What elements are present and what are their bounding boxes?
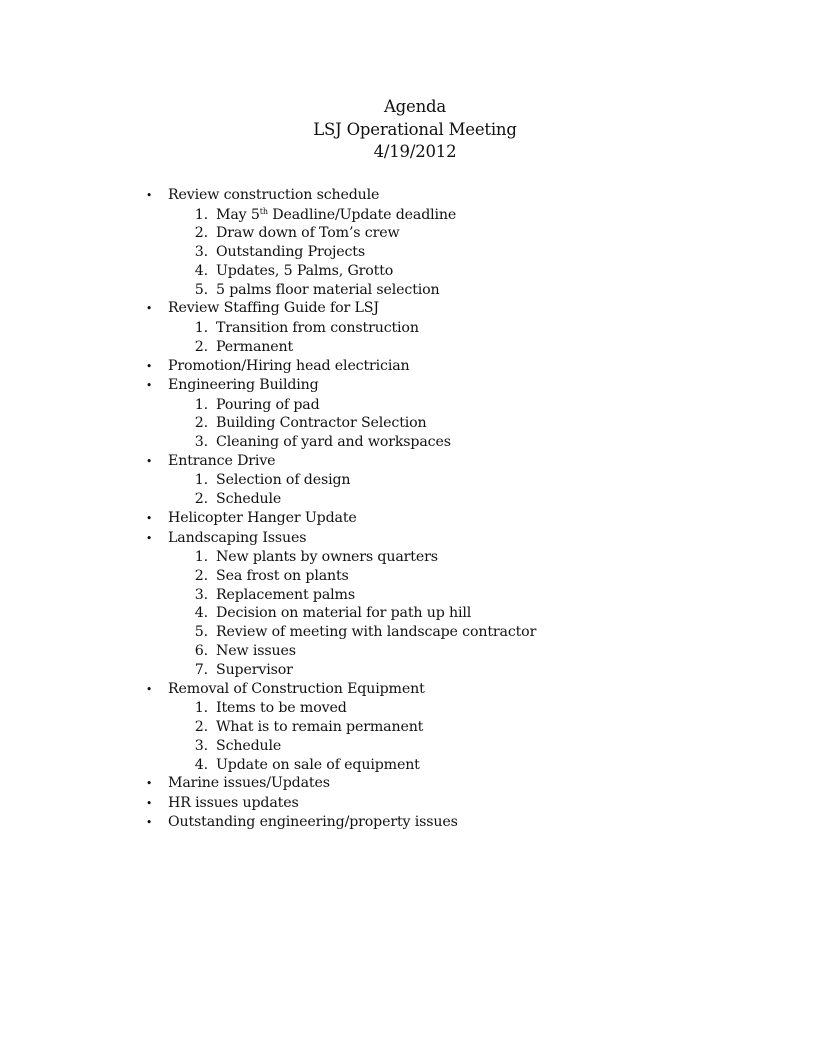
- bullet-icon: •: [145, 359, 153, 373]
- agenda-item-label: Outstanding engineering/property issues: [168, 814, 458, 831]
- agenda-subitem: [144, 642, 744, 661]
- bullet-icon: •: [145, 796, 153, 810]
- agenda-subitem: [144, 262, 744, 281]
- agenda-item: [144, 357, 744, 377]
- subitem-number: 3.: [194, 244, 208, 261]
- agenda-item: [144, 186, 744, 206]
- agenda-subitem: [144, 737, 744, 756]
- subitem-number: 3.: [194, 434, 208, 451]
- subitem-number: 2.: [194, 338, 208, 355]
- agenda-subitem-list: [144, 471, 744, 509]
- subitem-label: Updates, 5 Palms, Grotto: [216, 262, 394, 279]
- agenda-subitem: [144, 756, 744, 775]
- subitem-label-post: Deadline/Update deadline: [267, 206, 457, 223]
- subitem-label: Transition from construction: [216, 319, 419, 336]
- subitem-number: 1.: [194, 700, 208, 717]
- agenda-subitem: [144, 206, 744, 225]
- agenda-subitem: [144, 433, 744, 452]
- meeting-name: LSJ Operational Meeting: [313, 119, 517, 139]
- agenda-subitem-list: [144, 548, 744, 680]
- subitem-number: 2.: [194, 567, 208, 584]
- agenda-item: [144, 813, 744, 833]
- agenda-subitem: [144, 623, 744, 642]
- page-title: Agenda: [383, 97, 447, 116]
- agenda-item-label: Helicopter Hanger Update: [168, 510, 357, 527]
- ordinal-superscript: th: [259, 206, 268, 216]
- subitem-number: 4.: [194, 605, 208, 622]
- subitem-label: Selection of design: [216, 472, 351, 489]
- subitem-number: 1.: [194, 549, 208, 566]
- subitem-number: 2.: [194, 225, 208, 242]
- agenda-item-label: Removal of Construction Equipment: [168, 680, 425, 697]
- agenda-item-label: HR issues updates: [168, 794, 299, 811]
- agenda-item-label: Review Staffing Guide for LSJ: [168, 300, 379, 317]
- subitem-label: Cleaning of yard and workspaces: [216, 434, 451, 451]
- subitem-label: Pouring of pad: [216, 396, 320, 413]
- agenda-subitem: [144, 718, 744, 737]
- agenda-subitem: [144, 567, 744, 586]
- agenda-item-label: Review construction schedule: [168, 187, 380, 203]
- agenda-item-label: Promotion/Hiring head electrician: [168, 357, 410, 374]
- subitem-number: 5.: [194, 281, 208, 298]
- bullet-icon: •: [145, 682, 153, 696]
- meeting-date: 4/19/2012: [373, 142, 457, 161]
- bullet-icon: •: [145, 454, 153, 468]
- bullet-icon: •: [145, 816, 153, 830]
- bullet-icon: •: [145, 379, 153, 393]
- subitem-label: Update on sale of equipment: [216, 756, 420, 773]
- subitem-number: 1.: [194, 472, 208, 489]
- agenda-item-label: Entrance Drive: [168, 452, 276, 469]
- agenda-subitem: [144, 699, 744, 718]
- bullet-icon: •: [145, 777, 153, 791]
- subitem-label: Decision on material for path up hill: [216, 605, 472, 622]
- subitem-number: 3.: [194, 737, 208, 754]
- agenda-subitem: [144, 490, 744, 509]
- agenda-subitem: [144, 319, 744, 338]
- subitem-number: 5.: [194, 624, 208, 641]
- subitem-label: New issues: [216, 643, 296, 660]
- subitem-number: 2.: [194, 718, 208, 735]
- subitem-number: 7.: [194, 661, 208, 678]
- subitem-number: 3.: [194, 586, 208, 603]
- agenda-subitem: [144, 586, 744, 605]
- agenda-subitem: [144, 471, 744, 490]
- agenda-item-label: Engineering Building: [168, 377, 319, 394]
- subitem-label-pre: May 5: [216, 206, 260, 223]
- bullet-icon: •: [145, 189, 153, 202]
- agenda-item: [144, 680, 744, 700]
- subitem-label: New plants by owners quarters: [216, 549, 438, 566]
- agenda-subitem-list: [144, 319, 744, 357]
- bullet-icon: •: [145, 531, 153, 545]
- subitem-label: Permanent: [216, 338, 294, 355]
- subitem-number: 1.: [194, 396, 208, 413]
- subitem-number: 6.: [194, 643, 208, 660]
- agenda-subitem: [144, 414, 744, 433]
- subitem-label: Review of meeting with landscape contractor: [216, 624, 537, 641]
- subitem-label: What is to remain permanent: [216, 718, 424, 735]
- subitem-number: 2.: [194, 491, 208, 508]
- subitem-label: Building Contractor Selection: [216, 415, 427, 432]
- agenda-subitem: [144, 224, 744, 243]
- subitem-label: Outstanding Projects: [216, 244, 365, 261]
- agenda-item: [144, 774, 744, 794]
- subitem-label: Schedule: [216, 737, 282, 754]
- agenda-item: [144, 509, 744, 529]
- subitem-label: Items to be moved: [216, 700, 347, 717]
- subitem-number: 1.: [194, 319, 208, 336]
- subitem-number: 1.: [194, 206, 208, 223]
- subitem-label: Draw down of Tom’s crew: [216, 225, 400, 242]
- subitem-number: 2.: [194, 415, 208, 432]
- bullet-icon: •: [145, 512, 153, 526]
- agenda-subitem: [144, 281, 744, 300]
- agenda-subitem-list: [144, 699, 744, 774]
- agenda-item: [144, 299, 744, 319]
- agenda-subitem: [144, 604, 744, 623]
- agenda-list: [144, 186, 744, 833]
- subitem-label: Sea frost on plants: [216, 567, 349, 584]
- subitem-label: 5 palms floor material selection: [216, 281, 440, 298]
- subitem-number: 4.: [194, 756, 208, 773]
- agenda-subitem: [144, 548, 744, 567]
- agenda-item-label: Marine issues/Updates: [168, 775, 330, 792]
- subitem-label: Schedule: [216, 491, 282, 508]
- agenda-item-label: Landscaping Issues: [168, 529, 307, 546]
- subitem-label: [216, 206, 456, 225]
- agenda-item: [144, 529, 744, 549]
- agenda-subitem-list: [144, 396, 744, 452]
- agenda-item: [144, 376, 744, 396]
- agenda-subitem: [144, 338, 744, 357]
- agenda-header: [0, 96, 816, 164]
- agenda-subitem: [144, 661, 744, 680]
- agenda-item: [144, 452, 744, 472]
- bullet-icon: •: [145, 302, 153, 316]
- agenda-subitem: [144, 396, 744, 415]
- subitem-label: Replacement palms: [216, 586, 355, 603]
- subitem-label: Supervisor: [216, 661, 293, 678]
- agenda-subitem-list: [144, 206, 744, 300]
- subitem-number: 4.: [194, 262, 208, 279]
- agenda-subitem: [144, 243, 744, 262]
- agenda-item: [144, 794, 744, 814]
